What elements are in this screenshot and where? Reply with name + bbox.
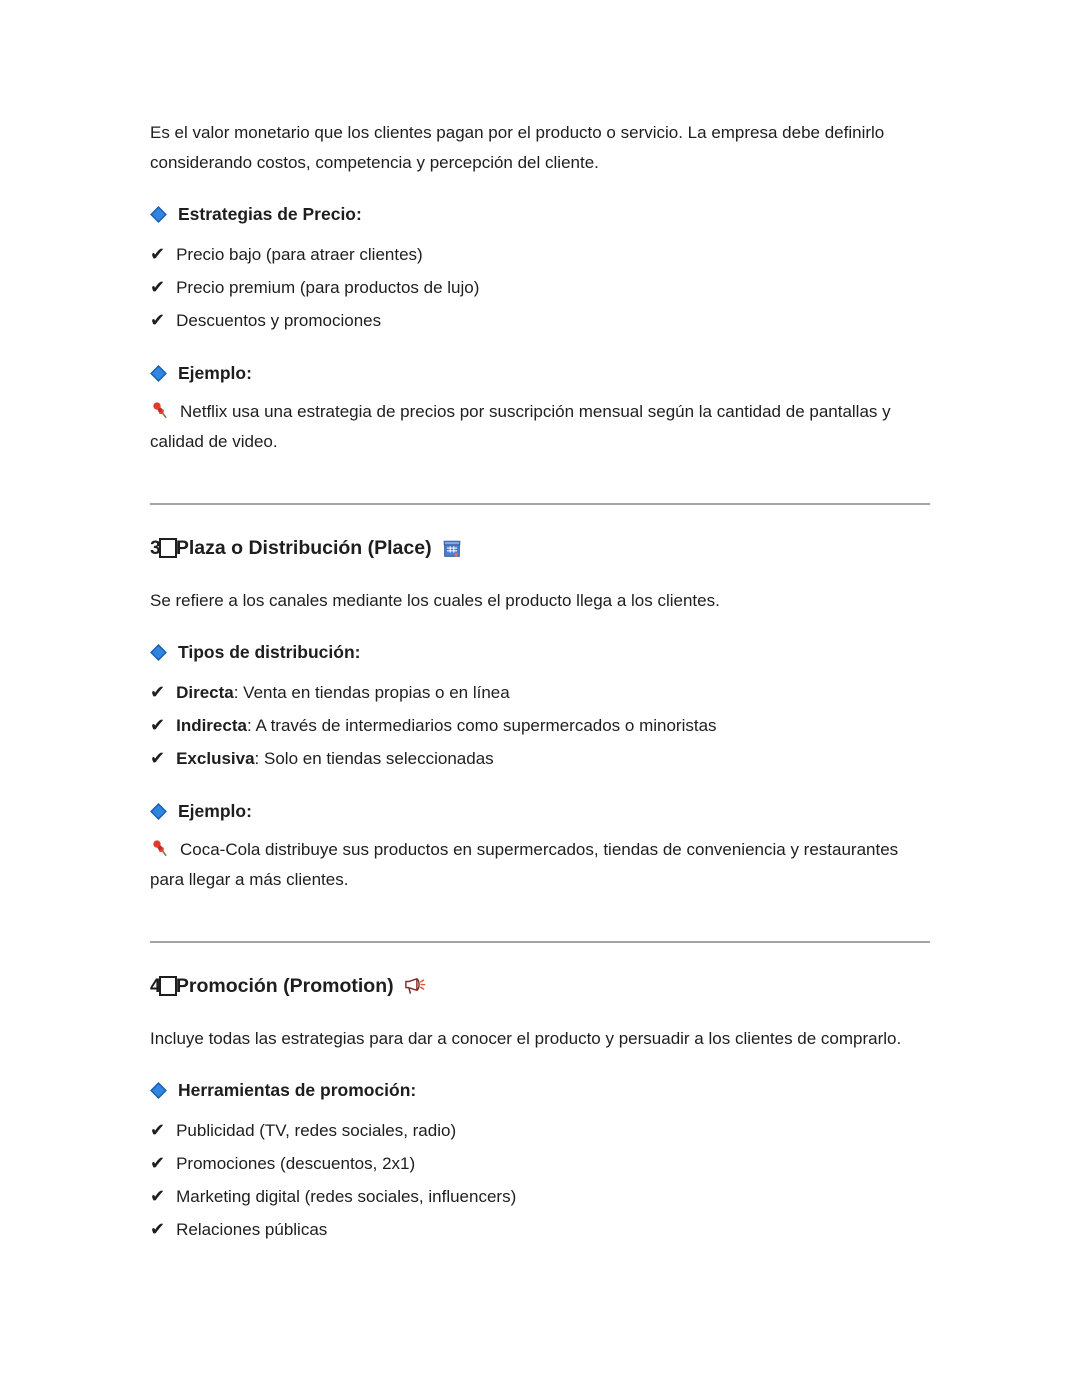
list-item-text: Promociones (descuentos, 2x1) xyxy=(176,1154,416,1173)
blue-diamond-icon xyxy=(150,803,167,820)
checkmark-icon: ✔ xyxy=(150,1219,166,1239)
heading-text: Ejemplo: xyxy=(178,363,252,383)
checkmark-icon: ✔ xyxy=(150,748,166,768)
section-divider xyxy=(150,503,930,505)
checkmark-icon: ✔ xyxy=(150,1120,166,1140)
list-item xyxy=(150,676,930,709)
keycap-4-icon xyxy=(150,975,176,998)
list-item xyxy=(150,709,930,742)
example-text: Coca-Cola distribuye sus productos en supermercados, tiendas de conveniencia y restaurantes para llegar a más clientes. xyxy=(150,840,899,889)
promotion-intro-paragraph: Incluye todas las estrategias para dar a conocer el producto y persuadir a los clientes de comprarlo. xyxy=(150,1029,902,1048)
checkmark-icon: ✔ xyxy=(150,682,166,702)
list-item-text: Precio premium (para productos de lujo) xyxy=(176,278,480,297)
price-example-heading xyxy=(150,363,930,384)
list-item-text xyxy=(176,742,494,775)
blue-diamond-icon xyxy=(150,644,167,661)
keycap-box xyxy=(159,538,177,558)
term-bold: Indirecta xyxy=(176,716,247,735)
term-rest: : Solo en tiendas seleccionadas xyxy=(254,749,494,768)
list-item-text: Precio bajo (para atraer clientes) xyxy=(176,245,423,264)
heading-text: Tipos de distribución: xyxy=(178,642,361,662)
place-example-paragraph xyxy=(150,835,930,895)
checkmark-icon: ✔ xyxy=(150,277,166,297)
list-item xyxy=(150,304,930,337)
promotion-tools-heading xyxy=(150,1080,930,1101)
term-bold: Directa xyxy=(176,683,234,702)
list-item-text: Marketing digital (redes sociales, influencers) xyxy=(176,1187,517,1206)
list-item-text xyxy=(176,709,716,742)
section-title-text: Plaza o Distribución (Place) xyxy=(175,537,432,559)
term-rest: : Venta en tiendas propias o en línea xyxy=(233,683,510,702)
pushpin-icon xyxy=(150,400,171,421)
checkmark-icon: ✔ xyxy=(150,1186,166,1206)
section-divider xyxy=(150,941,930,943)
heading-text: Estrategias de Precio: xyxy=(178,204,362,224)
heading-text: Ejemplo: xyxy=(178,801,252,821)
list-item-text: Publicidad (TV, redes sociales, radio) xyxy=(176,1121,457,1140)
blue-diamond-icon xyxy=(150,1082,167,1099)
megaphone-icon xyxy=(403,975,426,998)
price-strategies-heading xyxy=(150,204,930,225)
example-text: Netflix usa una estrategia de precios por suscripción mensual según la cantidad de pantallas y calidad de video. xyxy=(150,402,891,451)
place-types-heading xyxy=(150,642,930,663)
price-intro-paragraph: Es el valor monetario que los clientes pagan por el producto o servicio. La empresa debe definirlo considerando costos, competencia y percepción del cliente. xyxy=(150,123,885,172)
checkmark-icon: ✔ xyxy=(150,715,166,735)
checkmark-icon: ✔ xyxy=(150,1153,166,1173)
keycap-box xyxy=(159,976,177,996)
list-item-text: Descuentos y promociones xyxy=(176,311,382,330)
list-item-text xyxy=(176,676,510,709)
term-bold: Exclusiva xyxy=(176,749,255,768)
heading-text: Herramientas de promoción: xyxy=(178,1080,417,1100)
blue-diamond-icon xyxy=(150,365,167,382)
list-item xyxy=(150,1114,930,1147)
promotion-section-title xyxy=(150,975,930,998)
checkmark-icon: ✔ xyxy=(150,310,166,330)
checkmark-icon: ✔ xyxy=(150,244,166,264)
convenience-store-icon xyxy=(441,538,463,560)
pushpin-icon xyxy=(150,838,171,859)
term-rest: : A través de intermediarios como supermercados o minoristas xyxy=(246,716,717,735)
list-item xyxy=(150,1180,930,1213)
list-item xyxy=(150,742,930,775)
keycap-digit: 3 xyxy=(150,537,161,559)
list-item-text: Relaciones públicas xyxy=(176,1220,328,1239)
place-intro-paragraph: Se refiere a los canales mediante los cuales el producto llega a los clientes. xyxy=(150,591,720,610)
keycap-3-icon xyxy=(150,537,176,560)
list-item xyxy=(150,1147,930,1180)
place-example-heading xyxy=(150,801,930,822)
place-section-title xyxy=(150,537,930,560)
list-item xyxy=(150,271,930,304)
section-title-text: Promoción (Promotion) xyxy=(175,975,394,997)
blue-diamond-icon xyxy=(150,206,167,223)
price-example-paragraph xyxy=(150,397,930,457)
list-item xyxy=(150,238,930,271)
list-item xyxy=(150,1213,930,1246)
keycap-digit: 4 xyxy=(150,975,161,997)
